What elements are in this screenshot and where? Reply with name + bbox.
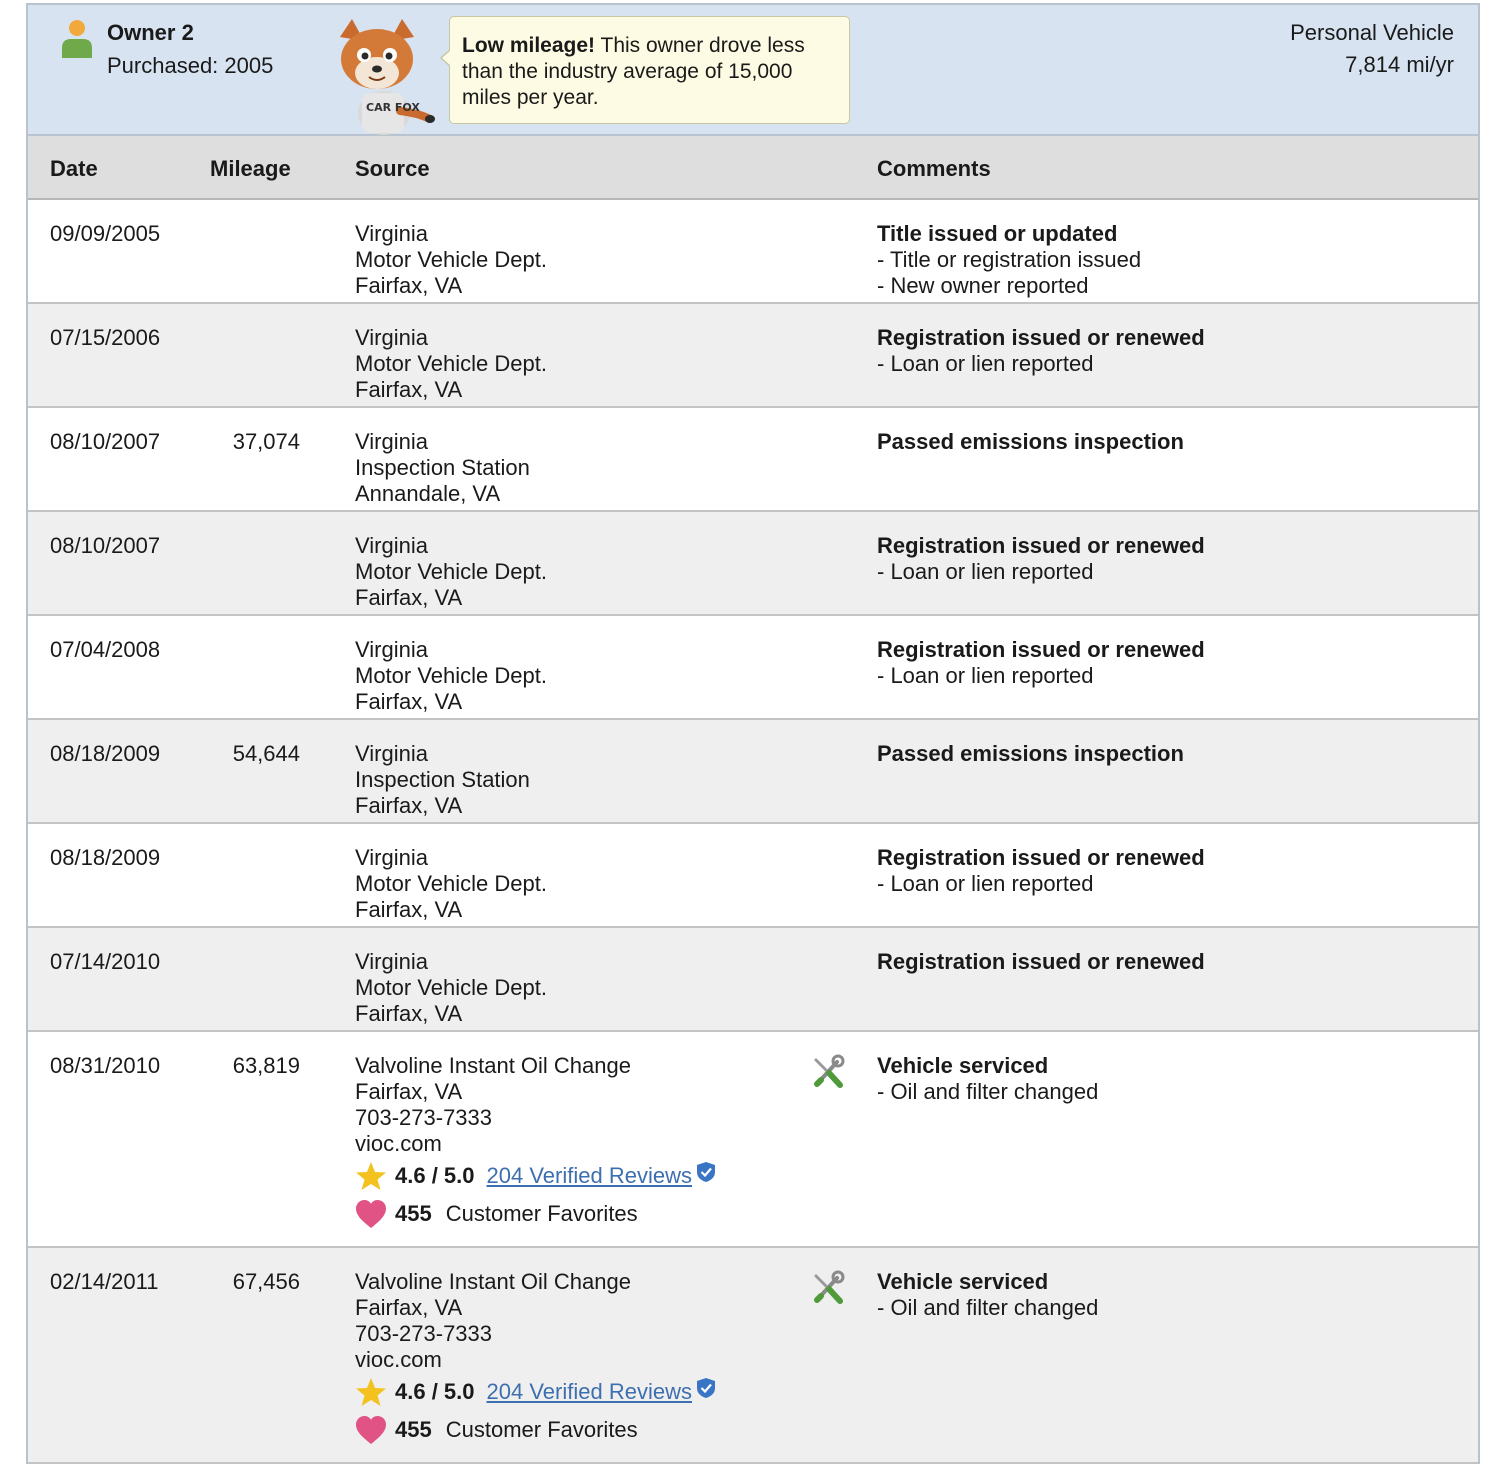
comment-title: Registration issued or renewed — [877, 949, 1205, 974]
person-icon — [61, 18, 93, 58]
heart-icon — [355, 1199, 387, 1229]
rating-value: 4.6 / 5.0 — [395, 1379, 475, 1404]
favorites-label: Customer Favorites — [445, 1201, 638, 1226]
column-date: Date — [50, 156, 98, 181]
record-comments — [877, 221, 1141, 299]
record-date: 08/10/2007 — [50, 533, 161, 558]
source-line: vioc.com — [355, 1347, 442, 1372]
table-header — [28, 136, 1478, 200]
record-comments — [877, 533, 1205, 585]
record-source — [355, 221, 547, 299]
source-line: Motor Vehicle Dept. — [355, 247, 547, 272]
source-line: Motor Vehicle Dept. — [355, 559, 547, 584]
table-row — [28, 1248, 1478, 1464]
record-comments — [877, 1269, 1098, 1321]
table-row — [28, 616, 1478, 720]
source-line: Inspection Station — [355, 455, 530, 480]
source-line: Fairfax, VA — [355, 1079, 463, 1104]
owner-header — [28, 5, 1478, 136]
callout-bold: Low mileage! — [462, 34, 596, 57]
source-line: Motor Vehicle Dept. — [355, 871, 547, 896]
favorites-label: Customer Favorites — [445, 1417, 638, 1442]
owner-title: Owner 2 — [107, 20, 194, 45]
source-line: Virginia — [355, 637, 428, 662]
record-comments — [877, 949, 1205, 975]
comment-title: Passed emissions inspection — [877, 741, 1184, 766]
owner-history-panel — [26, 3, 1480, 1464]
source-line: Motor Vehicle Dept. — [355, 351, 547, 376]
source-line: Annandale, VA — [355, 481, 501, 506]
record-source — [355, 1053, 631, 1157]
record-comments — [877, 325, 1205, 377]
record-mileage: 63,819 — [232, 1053, 300, 1078]
record-comments — [877, 637, 1205, 689]
source-line: Virginia — [355, 221, 428, 246]
comment-title: Vehicle serviced — [877, 1269, 1049, 1294]
source-line: Fairfax, VA — [355, 1295, 463, 1320]
source-line: Virginia — [355, 845, 428, 870]
column-mileage: Mileage — [210, 156, 291, 181]
source-line: 703-273-7333 — [355, 1105, 493, 1130]
source-line: Virginia — [355, 949, 428, 974]
verified-shield-icon — [696, 1377, 716, 1399]
source-line: Virginia — [355, 533, 428, 558]
table-row — [28, 408, 1478, 512]
record-comments — [877, 1053, 1098, 1105]
record-mileage: 67,456 — [232, 1269, 300, 1294]
record-mileage: 54,644 — [232, 741, 300, 766]
comment-line: - Loan or lien reported — [877, 663, 1094, 688]
table-row — [28, 200, 1478, 304]
source-line: Fairfax, VA — [355, 689, 463, 714]
record-comments — [877, 741, 1184, 767]
comment-title: Registration issued or renewed — [877, 533, 1205, 558]
source-line: Fairfax, VA — [355, 793, 463, 818]
rating-line — [355, 1159, 716, 1193]
favorites-count: 455 — [395, 1417, 432, 1442]
comment-line: - Loan or lien reported — [877, 351, 1094, 376]
favorites-line — [355, 1413, 638, 1447]
heart-icon — [355, 1415, 387, 1445]
column-source: Source — [355, 156, 430, 181]
comment-title: Title issued or updated — [877, 221, 1118, 246]
favorites-line — [355, 1197, 638, 1231]
comment-title: Vehicle serviced — [877, 1053, 1049, 1078]
record-source — [355, 949, 547, 1027]
record-date: 07/14/2010 — [50, 949, 161, 974]
record-source — [355, 325, 547, 403]
record-comments — [877, 429, 1184, 455]
record-date: 08/10/2007 — [50, 429, 161, 454]
record-source — [355, 741, 530, 819]
table-row — [28, 1032, 1478, 1248]
comment-line: - Loan or lien reported — [877, 559, 1094, 584]
source-line: vioc.com — [355, 1131, 442, 1156]
record-date: 08/18/2009 — [50, 845, 161, 870]
record-source — [355, 1269, 631, 1373]
source-line: Valvoline Instant Oil Change — [355, 1269, 631, 1294]
verified-reviews-link[interactable]: 204 Verified Reviews — [486, 1163, 692, 1188]
source-line: Fairfax, VA — [355, 585, 463, 610]
record-date: 02/14/2011 — [50, 1269, 159, 1294]
source-line: Fairfax, VA — [355, 377, 463, 402]
table-row — [28, 720, 1478, 824]
table-row — [28, 512, 1478, 616]
source-line: Fairfax, VA — [355, 897, 463, 922]
record-mileage: 37,074 — [232, 429, 300, 454]
table-row — [28, 928, 1478, 1032]
source-line: Inspection Station — [355, 767, 530, 792]
record-source — [355, 637, 547, 715]
star-icon — [355, 1376, 387, 1408]
source-line: 703-273-7333 — [355, 1321, 493, 1346]
fox-shirt-text: CAR FOX — [366, 101, 420, 114]
source-line: Motor Vehicle Dept. — [355, 663, 547, 688]
rating-value: 4.6 / 5.0 — [395, 1163, 475, 1188]
wrench-screwdriver-icon — [811, 1270, 845, 1306]
record-source — [355, 429, 530, 507]
rating-line — [355, 1375, 716, 1409]
owner-purchased: Purchased: 2005 — [107, 53, 274, 78]
source-line: Valvoline Instant Oil Change — [355, 1053, 631, 1078]
record-date: 07/15/2006 — [50, 325, 161, 350]
table-row — [28, 304, 1478, 408]
comment-title: Passed emissions inspection — [877, 429, 1184, 454]
verified-reviews-link[interactable]: 204 Verified Reviews — [486, 1379, 692, 1404]
comment-line: - Title or registration issued — [877, 247, 1142, 272]
verified-shield-icon — [696, 1161, 716, 1183]
source-line: Virginia — [355, 741, 428, 766]
vehicle-type: Personal Vehicle — [1290, 20, 1454, 45]
car-fox-mascot — [326, 15, 438, 135]
low-mileage-callout — [449, 16, 850, 124]
comment-title: Registration issued or renewed — [877, 325, 1205, 350]
wrench-screwdriver-icon — [811, 1054, 845, 1090]
star-icon — [355, 1160, 387, 1192]
source-line: Virginia — [355, 429, 428, 454]
miles-per-year: 7,814 mi/yr — [1345, 52, 1454, 77]
comment-line: - Oil and filter changed — [877, 1295, 1099, 1320]
source-line: Fairfax, VA — [355, 273, 463, 298]
record-date: 09/09/2005 — [50, 221, 161, 246]
comment-title: Registration issued or renewed — [877, 637, 1205, 662]
source-line: Virginia — [355, 325, 428, 350]
comment-title: Registration issued or renewed — [877, 845, 1205, 870]
record-source — [355, 533, 547, 611]
favorites-count: 455 — [395, 1201, 432, 1226]
record-date: 07/04/2008 — [50, 637, 161, 662]
callout-text: This owner drove less than the industry average of 15,000 miles per year. — [462, 34, 805, 109]
record-comments — [877, 845, 1205, 897]
record-source — [355, 845, 547, 923]
comment-line: - Loan or lien reported — [877, 871, 1094, 896]
comment-line: - Oil and filter changed — [877, 1079, 1099, 1104]
source-line: Motor Vehicle Dept. — [355, 975, 547, 1000]
table-row — [28, 824, 1478, 928]
source-line: Fairfax, VA — [355, 1001, 463, 1026]
record-date: 08/31/2010 — [50, 1053, 161, 1078]
record-date: 08/18/2009 — [50, 741, 161, 766]
comment-line: - New owner reported — [877, 273, 1089, 298]
column-comments: Comments — [877, 156, 991, 181]
